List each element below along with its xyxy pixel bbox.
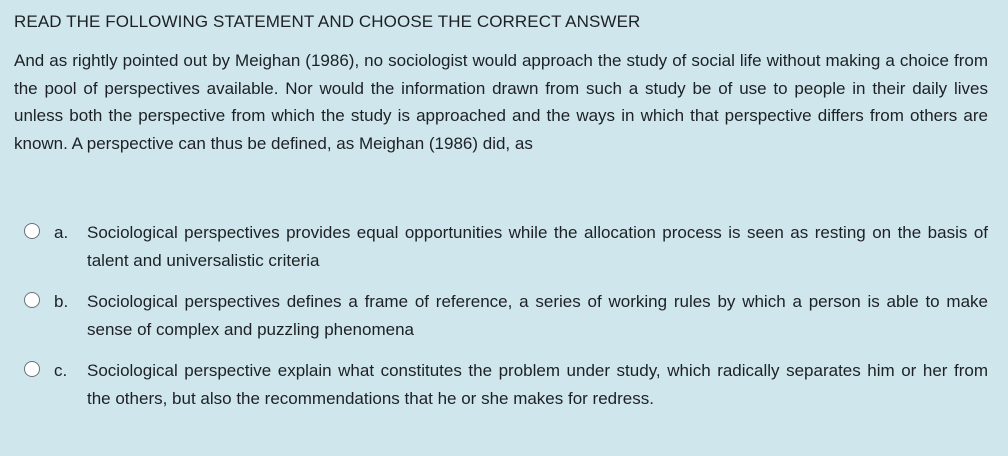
radio-button-c[interactable] bbox=[24, 361, 40, 377]
option-text-b[interactable]: Sociological perspectives defines a frame of reference, a series of working rules by which a person is able to make sense of complex and puzzling phenomena bbox=[87, 292, 988, 339]
option-letter-c: c. bbox=[54, 361, 68, 380]
option-text-c[interactable]: Sociological perspective explain what constitutes the problem under study, which radically separates him or her from the others, but also the recommendations that he or she makes for redress. bbox=[87, 361, 988, 408]
question-header: READ THE FOLLOWING STATEMENT AND CHOOSE THE CORRECT ANSWER bbox=[14, 12, 641, 31]
option-letter-b: b. bbox=[54, 292, 69, 311]
radio-button-a[interactable] bbox=[24, 223, 40, 239]
option-letter-a: a. bbox=[54, 223, 69, 242]
option-text-a[interactable]: Sociological perspectives provides equal opportunities while the allocation process is seen as resting on the basis of talent and universalistic criteria bbox=[87, 223, 988, 270]
radio-button-b[interactable] bbox=[24, 292, 40, 308]
question-statement: And as rightly pointed out by Meighan (1986), no sociologist would approach the study of social life without making a choice from the pool of perspectives available. Nor would the information drawn from such a study be of use to people in their daily lives unless both the perspective from which the study is approached and the ways in which that perspective differs from others are known. A perspective can thus be defined, as Meighan (1986) did, as bbox=[14, 51, 988, 153]
